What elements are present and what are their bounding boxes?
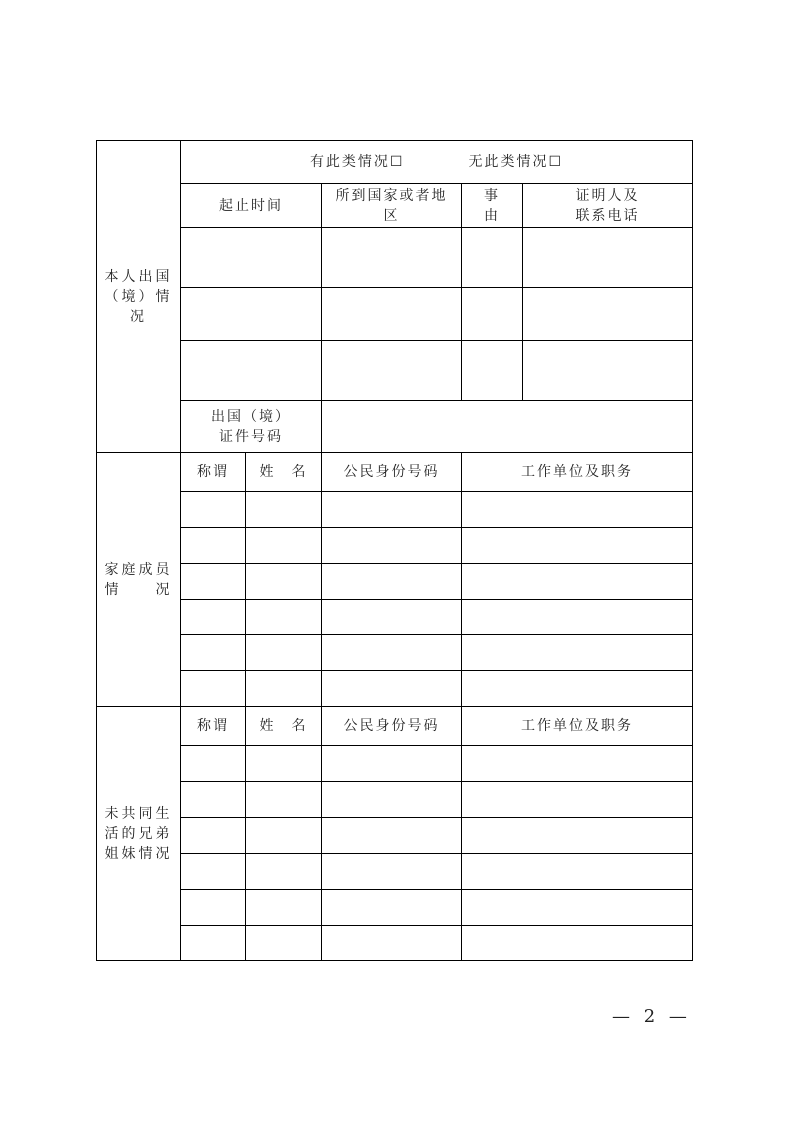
header-name: 姓 名 <box>259 464 308 480</box>
personal-info-form <box>96 140 693 961</box>
row-line <box>181 745 692 746</box>
abroad-options-row <box>181 141 692 183</box>
label-line: 家庭成员 <box>104 561 173 578</box>
page-number: — 2 — <box>612 1006 691 1027</box>
header-id-number: 公民身份号码 <box>343 464 440 480</box>
row-line <box>181 563 692 564</box>
label-line: 活的兄弟 <box>104 825 173 842</box>
header-relation: 称谓 <box>197 718 229 734</box>
row-line <box>181 634 692 635</box>
header-line: 区 <box>383 207 400 224</box>
label-line: 本人出国 <box>104 268 173 285</box>
row-line <box>181 599 692 600</box>
header-employer: 工作单位及职务 <box>521 464 633 480</box>
row-line <box>181 670 692 671</box>
passport-number-label <box>181 401 321 452</box>
row-line <box>181 817 692 818</box>
header-witness <box>523 184 692 227</box>
header-line: 事 <box>484 187 500 204</box>
header-employer: 工作单位及职务 <box>521 718 633 734</box>
label-line: 未共同生 <box>104 805 173 822</box>
label-line: （境）情 <box>104 288 173 305</box>
row-line <box>181 527 692 528</box>
row-line <box>181 925 692 926</box>
section-label-siblings <box>97 707 180 960</box>
label-line: 证件号码 <box>219 428 283 445</box>
header-line: 由 <box>484 207 500 224</box>
header-relation: 称谓 <box>197 464 229 480</box>
label-line: 况 <box>130 308 147 325</box>
row-line <box>181 227 692 228</box>
row-line <box>181 781 692 782</box>
row-line <box>181 853 692 854</box>
header-country <box>322 184 461 227</box>
label-line: 情 况 <box>104 581 173 598</box>
header-name: 姓 名 <box>259 718 308 734</box>
row-line <box>181 889 692 890</box>
row-line <box>181 287 692 288</box>
row-line <box>181 491 692 492</box>
section-label-family <box>97 453 180 706</box>
label-line: 出国（境） <box>211 408 291 425</box>
header-period: 起止时间 <box>219 197 283 214</box>
header-reason <box>462 184 522 227</box>
header-line: 所到国家或者地 <box>335 187 448 204</box>
option-no-cases[interactable]: 无此类情况☐ <box>468 154 564 170</box>
label-column-divider <box>180 141 181 960</box>
section-label-abroad <box>97 141 180 452</box>
header-id-number: 公民身份号码 <box>343 718 440 734</box>
row-line <box>181 340 692 341</box>
label-line: 姐妹情况 <box>104 845 173 862</box>
header-line: 证明人及 <box>575 187 640 204</box>
option-has-cases[interactable]: 有此类情况☐ <box>309 154 405 170</box>
header-line: 联系电话 <box>575 207 640 224</box>
passport-number-field[interactable] <box>322 401 692 452</box>
